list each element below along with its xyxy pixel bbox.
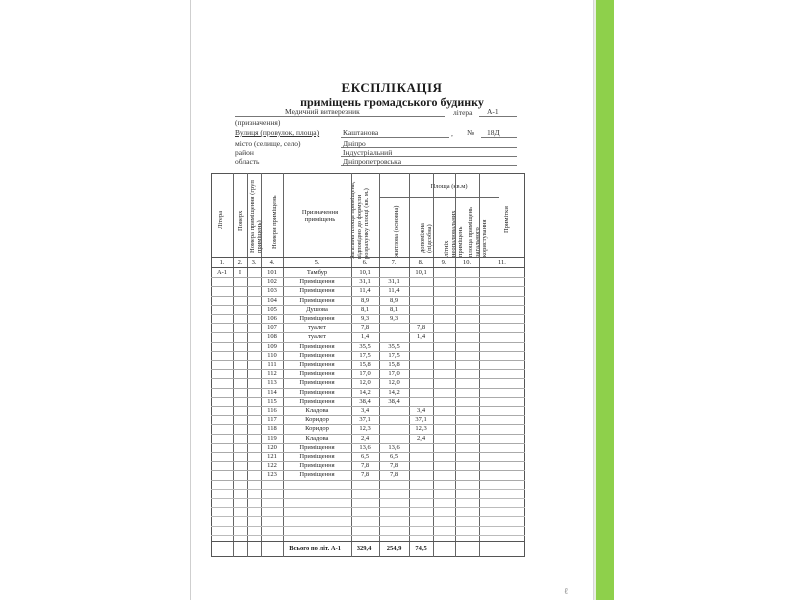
- table-cell-aux: 12,3: [415, 425, 427, 433]
- table-cell-total: 13,6: [359, 443, 371, 451]
- table-cell-total: 31,1: [359, 278, 371, 286]
- table-cell-num: 115: [267, 397, 277, 405]
- table-cell-name: Приміщення: [299, 361, 335, 368]
- district-value: Індустріальний: [343, 148, 393, 157]
- table-row-line: [211, 480, 525, 481]
- header-common-area: площа приміщень загального користування: [467, 207, 488, 257]
- table-cell-total: 7,8: [360, 462, 370, 470]
- explication-table: [211, 173, 525, 557]
- table-cell-main: 17,0: [388, 370, 400, 378]
- table-cell-aux: 1,4: [416, 333, 426, 341]
- table-cell-total: 37,1: [359, 416, 371, 424]
- column-number: 4.: [269, 259, 275, 266]
- column-number: 5.: [314, 259, 320, 266]
- table-cell-aux: 3,4: [416, 407, 426, 414]
- table-cell-num: 106: [267, 315, 277, 322]
- header-notes: Примітки: [503, 206, 510, 233]
- table-cell-total: 8,1: [360, 305, 370, 313]
- table-cell-main: 11,4: [388, 287, 400, 295]
- table-cell-total: 11,4: [359, 287, 371, 295]
- table-cell-name: Приміщення: [299, 471, 335, 479]
- table-cell-name: Кладова: [305, 407, 329, 414]
- table-row-line: [211, 267, 525, 268]
- table-cell-main: 7,8: [389, 462, 399, 470]
- column-number: 8.: [418, 259, 424, 266]
- header-main-area: житлова (основна): [393, 205, 400, 257]
- table-cell-num: 102: [267, 278, 277, 286]
- table-cell-main: 38,4: [388, 397, 400, 405]
- column-number: 6.: [362, 259, 368, 266]
- table-cell-main: 6,5: [389, 453, 399, 460]
- table-cell-litera: А-1: [216, 269, 228, 276]
- city-label: місто (селище, село): [235, 139, 301, 148]
- table-cell-name: Душова: [306, 305, 328, 313]
- table-cell-num: 105: [267, 305, 277, 313]
- totals-main: 254,9: [386, 545, 402, 552]
- document-page: [190, 0, 594, 600]
- street-comma: ,: [451, 129, 453, 138]
- table-cell-num: 104: [267, 296, 277, 304]
- table-cell-total: 10,1: [359, 269, 371, 276]
- table-cell-total: 2,4: [360, 434, 370, 442]
- table-cell-total: 1,4: [360, 333, 370, 341]
- street-label: Вулиця (провулок, площа): [235, 128, 320, 137]
- column-number: 10.: [462, 259, 472, 266]
- table-cell-main: 35,5: [388, 342, 400, 350]
- table-cell-name: туалет: [308, 333, 326, 341]
- street-value: Каштанова: [343, 128, 379, 137]
- table-cell-total: 14,2: [359, 388, 371, 396]
- table-cell-main: 14,2: [388, 388, 400, 396]
- table-cell-name: Приміщення: [299, 379, 335, 387]
- table-cell-total: 12,0: [359, 379, 371, 387]
- table-cell-total: 15,8: [359, 361, 371, 368]
- region-label: область: [235, 157, 260, 166]
- table-cell-num: 112: [267, 370, 277, 378]
- number-underline: [481, 137, 517, 138]
- region-value: Дніпропетровська: [343, 157, 402, 166]
- table-cell-total: 35,5: [359, 342, 371, 350]
- totals-total: 329,4: [356, 545, 372, 552]
- document-subtitle: приміщень громадського будинку: [300, 95, 484, 109]
- litera-label: літера: [453, 108, 473, 117]
- table-cell-num: 121: [267, 453, 277, 460]
- table-row-line: [211, 541, 525, 542]
- table-cell-main: 12,0: [388, 379, 400, 387]
- table-cell-num: 111: [267, 361, 277, 368]
- table-cell-num: 109: [267, 342, 277, 350]
- table-cell-num: 122: [267, 462, 277, 470]
- number-value: 18Д: [487, 128, 500, 137]
- table-cell-floor: I: [238, 269, 242, 276]
- table-cell-num: 119: [267, 434, 277, 442]
- street-underline: [341, 137, 449, 138]
- table-cell-main: 17,5: [388, 351, 400, 359]
- table-row-line: [379, 197, 499, 198]
- table-cell-name: Приміщення: [299, 278, 335, 286]
- table-cell-name: Приміщення: [299, 453, 335, 460]
- table-column-line: [479, 173, 480, 557]
- header-total-area: Загальна площа приміщень, відповідно до формули розрахунку площі (кв. м.): [349, 181, 370, 259]
- table-cell-total: 7,8: [360, 471, 370, 479]
- table-column-line: [455, 173, 456, 557]
- header-aux-area: допоміжна (підсобна): [419, 223, 433, 253]
- table-cell-main: 8,9: [389, 296, 399, 304]
- purpose-underline: [235, 116, 445, 117]
- table-cell-name: Коридор: [305, 425, 329, 433]
- table-cell-num: 103: [267, 287, 277, 295]
- table-cell-name: Приміщення: [299, 443, 335, 451]
- table-cell-total: 17,5: [359, 351, 371, 359]
- corner-mark: ℓ: [564, 586, 569, 596]
- purpose-label: (призначення): [235, 118, 281, 127]
- table-column-line: [433, 173, 434, 557]
- table-column-line: [233, 173, 234, 557]
- litera-underline: [479, 116, 517, 117]
- table-cell-num: 120: [267, 443, 277, 451]
- table-cell-aux: 2,4: [416, 434, 426, 442]
- table-cell-total: 7,8: [360, 324, 370, 332]
- column-number: 3.: [251, 259, 257, 266]
- table-cell-num: 118: [267, 425, 277, 433]
- table-cell-name: Приміщення: [299, 462, 335, 470]
- header-purpose: Призначення приміщень: [301, 209, 339, 223]
- table-cell-num: 107: [267, 324, 277, 332]
- table-cell-name: Приміщення: [299, 342, 335, 350]
- table-cell-name: Тамбур: [306, 269, 328, 276]
- table-cell-total: 12,3: [359, 425, 371, 433]
- document-title: ЕКСПЛІКАЦІЯ: [341, 80, 443, 95]
- table-row-line: [211, 489, 525, 490]
- header-litera: Літера: [217, 210, 224, 229]
- table-cell-name: Приміщення: [299, 315, 335, 322]
- table-cell-num: 117: [267, 416, 277, 424]
- column-number: 11.: [498, 259, 506, 266]
- table-cell-name: Приміщення: [299, 351, 335, 359]
- table-cell-main: 13,6: [388, 443, 400, 451]
- table-cell-total: 6,5: [360, 453, 370, 460]
- column-number: 7.: [391, 259, 397, 266]
- purpose-value: Медичний витверезник: [285, 107, 360, 116]
- table-cell-main: 31,1: [388, 278, 400, 286]
- table-cell-aux: 37,1: [415, 416, 427, 424]
- header-summer-area: літніх неопалювальних приміщень: [443, 210, 464, 257]
- table-cell-main: 8,1: [389, 305, 399, 313]
- table-cell-total: 17,0: [359, 370, 371, 378]
- table-row-line: [211, 257, 525, 258]
- table-column-line: [409, 173, 410, 557]
- table-cell-main: 7,8: [389, 471, 399, 479]
- table-cell-name: Приміщення: [299, 388, 335, 396]
- table-cell-aux: 7,8: [416, 324, 426, 332]
- table-cell-total: 3,4: [360, 407, 370, 414]
- totals-label: Всього по літ. А-1: [289, 545, 341, 552]
- table-cell-num: 113: [267, 379, 277, 387]
- table-cell-name: Приміщення: [299, 370, 335, 378]
- table-cell-name: Кладова: [305, 434, 329, 442]
- table-cell-num: 114: [267, 388, 277, 396]
- table-cell-num: 116: [267, 407, 277, 414]
- table-cell-name: Приміщення: [299, 296, 335, 304]
- table-cell-num: 110: [267, 351, 277, 359]
- district-label: район: [235, 148, 254, 157]
- table-cell-num: 101: [267, 269, 277, 276]
- table-cell-num: 123: [267, 471, 277, 479]
- city-value: Дніпро: [343, 139, 366, 148]
- header-group-numbers: Номера приміщення (груп приміщень): [249, 180, 263, 253]
- table-cell-name: Коридор: [305, 416, 329, 424]
- table-cell-main: 15,8: [388, 361, 400, 368]
- green-folder-edge: [596, 0, 614, 600]
- table-row-line: [211, 526, 525, 527]
- table-row-line: [211, 498, 525, 499]
- table-cell-name: Приміщення: [299, 287, 335, 295]
- column-number: 1.: [219, 259, 225, 266]
- totals-aux: 74,5: [415, 545, 427, 552]
- table-cell-name: Приміщення: [299, 397, 335, 405]
- number-label: №: [467, 128, 475, 137]
- column-number: 9.: [441, 259, 447, 266]
- table-column-line: [247, 173, 248, 557]
- header-room-numbers: Номери приміщень: [271, 195, 278, 249]
- table-cell-total: 8,9: [360, 296, 370, 304]
- table-row-line: [211, 535, 525, 536]
- table-cell-main: 9,3: [389, 315, 399, 322]
- table-cell-total: 9,3: [360, 315, 370, 322]
- litera-value: А-1: [487, 107, 499, 116]
- header-floor: Поверх: [237, 210, 244, 231]
- table-row-line: [211, 516, 525, 517]
- table-cell-num: 108: [267, 333, 277, 341]
- column-number: 2.: [237, 259, 243, 266]
- header-area-group: Площа (кв.м): [430, 183, 468, 190]
- table-row-line: [211, 507, 525, 508]
- table-cell-aux: 10,1: [415, 269, 427, 276]
- table-cell-total: 38,4: [359, 397, 371, 405]
- table-cell-name: туалет: [308, 324, 326, 332]
